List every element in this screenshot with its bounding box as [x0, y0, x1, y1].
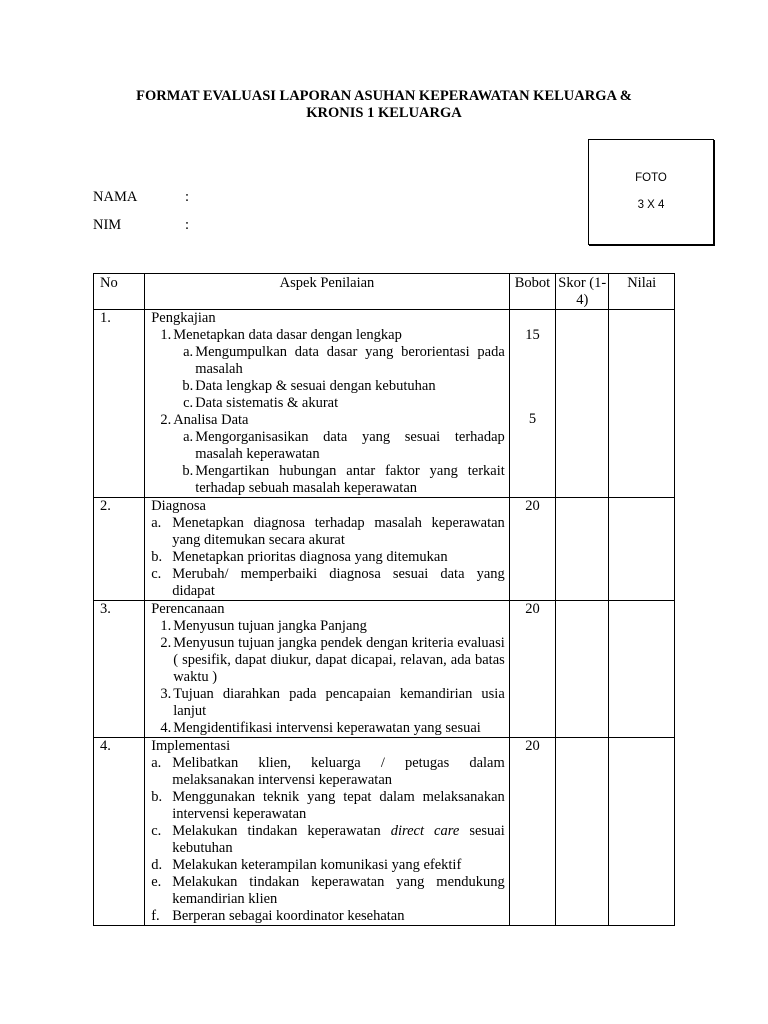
item-text: [172, 823, 505, 857]
criteria-item: [151, 857, 505, 874]
table-row: [94, 601, 675, 738]
table-row: [94, 310, 675, 498]
item-text: Mengidentifikasi intervensi keperawatan yang sesuai: [173, 720, 481, 736]
document-title: [60, 88, 708, 122]
item-marker: 2.: [160, 412, 172, 428]
item-text: Analisa Data: [173, 412, 249, 428]
item-marker: a.: [183, 429, 194, 445]
aspect-title: Diagnosa: [151, 498, 206, 514]
item-marker: e.: [151, 874, 162, 890]
item-marker: a.: [183, 344, 194, 360]
item-marker: a.: [151, 755, 162, 771]
aspect-cell: [145, 738, 510, 926]
item-text: Data sistematis & akurat: [195, 395, 339, 411]
bobot-value: 15: [525, 327, 540, 343]
photo-label: FOTO: [635, 172, 667, 184]
skor-cell[interactable]: [556, 498, 609, 601]
item-marker: b.: [151, 789, 163, 805]
skor-cell[interactable]: [556, 601, 609, 738]
item-marker: c.: [183, 395, 194, 411]
bobot-cell: [509, 310, 555, 498]
item-text: Menetapkan diagnosa terhadap masalah keperawatan yang ditemukan secara akurat: [172, 515, 505, 548]
field-nama-colon: :: [185, 189, 190, 205]
bobot-cell: [509, 601, 555, 738]
bobot-value: 20: [525, 498, 540, 514]
item-marker: a.: [151, 515, 162, 531]
aspect-title: Implementasi: [151, 738, 231, 754]
item-marker: b.: [151, 549, 163, 565]
item-text: Melakukan tindakan keperawatan yang mendukung kemandirian klien: [172, 874, 505, 907]
criteria-item: [151, 515, 505, 549]
criteria-item: [151, 635, 505, 686]
bobot-value: 20: [525, 738, 540, 754]
header-no: No: [94, 274, 145, 310]
item-text: Menggunakan teknik yang tepat dalam melaksanakan intervensi keperawatan: [172, 789, 505, 822]
row-number: 1.: [94, 310, 145, 498]
aspect-cell: [145, 601, 510, 738]
item-text: Mengumpulkan data dasar yang berorientasi pada masalah: [195, 344, 505, 377]
item-text: Berperan sebagai koordinator kesehatan: [172, 908, 405, 924]
item-text-part: Melakukan tindakan keperawatan: [172, 823, 391, 839]
criteria-item: [151, 755, 505, 789]
row-number: 3.: [94, 601, 145, 738]
item-marker: 4.: [160, 720, 172, 736]
nilai-cell[interactable]: [609, 601, 675, 738]
row-number: 4.: [94, 738, 145, 926]
criteria-item: [151, 823, 505, 857]
item-text-italic: direct care: [390, 823, 460, 839]
field-nim: [93, 217, 189, 234]
item-marker: d.: [151, 857, 163, 873]
item-text: Mengorganisasikan data yang sesuai terhadap masalah keperawatan: [195, 429, 505, 462]
item-text: Melibatkan klien, keluarga / petugas dalam melaksanakan intervensi keperawatan: [172, 755, 505, 788]
criteria-item: [151, 412, 505, 429]
item-text: Tujuan diarahkan pada pencapaian kemandirian usia lanjut: [173, 686, 505, 719]
bobot-value: 5: [528, 411, 537, 427]
aspect-title: Pengkajian: [151, 310, 216, 326]
bobot-cell: [509, 738, 555, 926]
criteria-item: [151, 789, 505, 823]
field-nim-label: NIM: [93, 217, 122, 233]
criteria-item: [151, 327, 505, 344]
aspect-cell: [145, 310, 510, 498]
bobot-value: 20: [525, 601, 540, 617]
criteria-item: [151, 463, 505, 497]
field-nama: [93, 189, 189, 206]
item-text: Menyusun tujuan jangka pendek dengan kriteria evaluasi ( spesifik, dapat diukur, dapat dicapai, relavan, ada batas waktu ): [173, 635, 505, 685]
item-marker: 1.: [160, 618, 172, 634]
nilai-cell[interactable]: [609, 738, 675, 926]
item-text: Menetapkan prioritas diagnosa yang ditemukan: [172, 549, 448, 565]
bobot-cell: [509, 498, 555, 601]
item-text-part: sesuai kebutuhan: [172, 823, 505, 856]
header-skor: Skor (1-4): [556, 274, 609, 310]
item-marker: 2.: [160, 635, 172, 651]
item-text: Mengartikan hubungan antar faktor yang terkait terhadap sebuah masalah keperawatan: [195, 463, 505, 496]
aspect-title: Perencanaan: [151, 601, 225, 617]
header-nilai: Nilai: [609, 274, 675, 310]
item-marker: c.: [151, 566, 162, 582]
item-marker: b.: [182, 378, 194, 394]
photo-size: 3 X 4: [637, 199, 665, 211]
header-aspek: Aspek Penilaian: [145, 274, 510, 310]
criteria-item: [151, 395, 505, 412]
item-marker: b.: [182, 463, 194, 479]
title-line-1: FORMAT EVALUASI LAPORAN ASUHAN KEPERAWATAN KELUARGA &: [136, 88, 632, 104]
header-bobot: Bobot: [509, 274, 555, 310]
field-nim-colon: :: [185, 217, 190, 233]
item-text: Melakukan keterampilan komunikasi yang efektif: [172, 857, 462, 873]
criteria-item: [151, 618, 505, 635]
criteria-item: [151, 344, 505, 378]
skor-cell[interactable]: [556, 310, 609, 498]
criteria-item: [151, 686, 505, 720]
field-nama-label: NAMA: [93, 189, 138, 205]
table-header-row: [94, 274, 675, 310]
row-number: 2.: [94, 498, 145, 601]
criteria-item: [151, 874, 505, 908]
item-text: Data lengkap & sesuai dengan kebutuhan: [195, 378, 436, 394]
aspect-cell: [145, 498, 510, 601]
nilai-cell[interactable]: [609, 310, 675, 498]
title-line-2: KRONIS 1 KELUARGA: [306, 105, 462, 121]
nilai-cell[interactable]: [609, 498, 675, 601]
skor-cell[interactable]: [556, 738, 609, 926]
criteria-item: [151, 429, 505, 463]
table-row: [94, 498, 675, 601]
criteria-item: [151, 720, 505, 737]
photo-box: [588, 139, 714, 245]
item-marker: 3.: [160, 686, 172, 702]
item-text: Menetapkan data dasar dengan lengkap: [173, 327, 402, 343]
item-marker: c.: [151, 823, 162, 839]
item-text: Menyusun tujuan jangka Panjang: [173, 618, 367, 634]
criteria-item: [151, 378, 505, 395]
criteria-item: [151, 908, 505, 925]
item-marker: 1.: [160, 327, 172, 343]
table-row: [94, 738, 675, 926]
criteria-item: [151, 566, 505, 600]
item-text: Merubah/ memperbaiki diagnosa sesuai data yang didapat: [172, 566, 505, 599]
item-marker: f.: [151, 908, 160, 924]
criteria-item: [151, 549, 505, 566]
evaluation-table: [93, 273, 675, 926]
